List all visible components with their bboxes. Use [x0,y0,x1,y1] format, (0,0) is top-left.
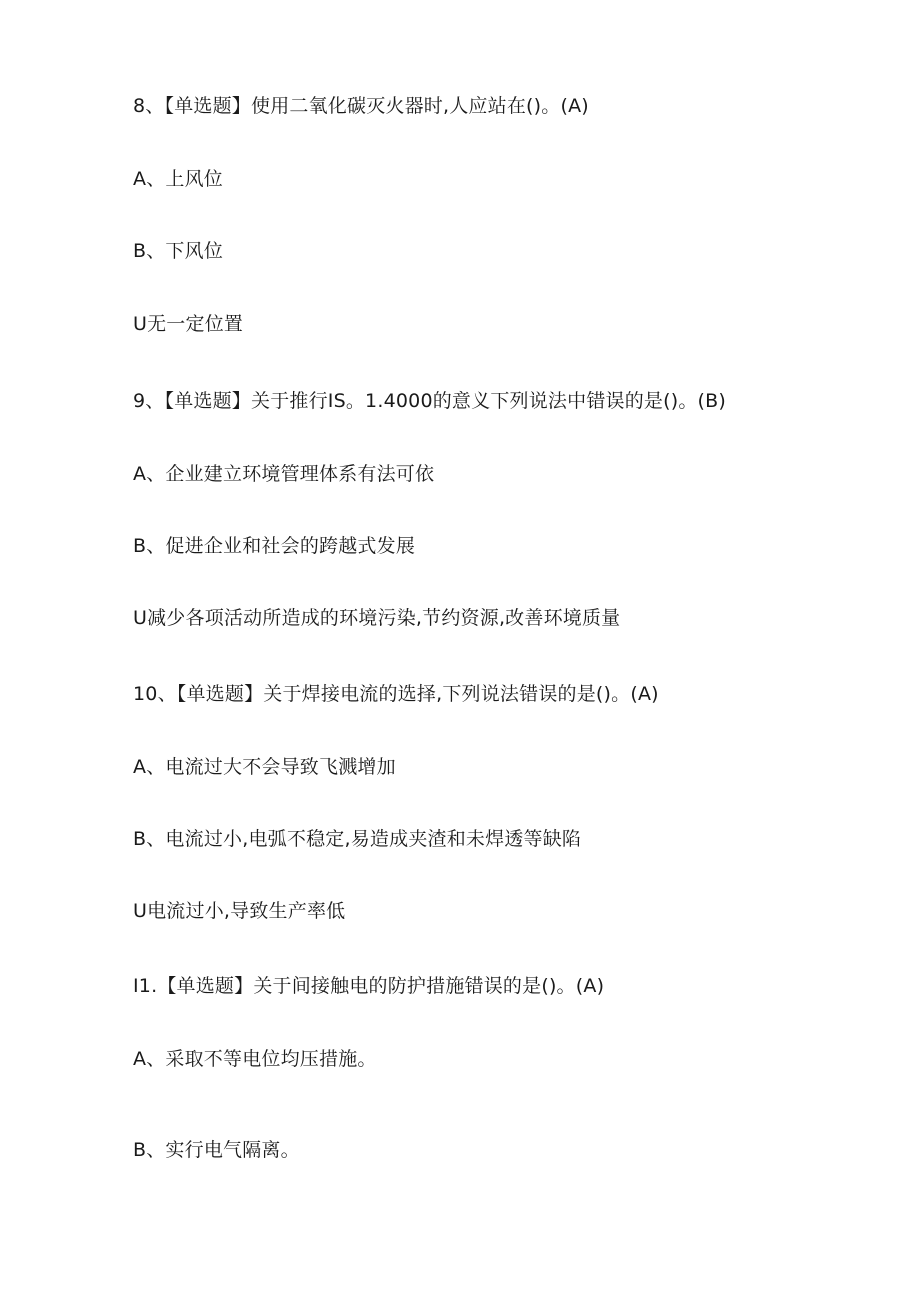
question-11-option-b: B、实行电气隔离。 [133,1139,300,1161]
question-8-option-a: A、上风位 [133,168,223,190]
question-8-stem: 8、【单选题】使用二氧化碳灭火器时,人应站在()。(A) [133,95,589,117]
question-10-option-a: A、电流过大不会导致飞溅增加 [133,756,396,778]
question-9-stem: 9、【单选题】关于推行IS。1.4000的意义下列说法中错误的是()。(B) [133,390,727,412]
question-10-option-b: B、电流过小,电弧不稳定,易造成夹渣和未焊透等缺陷 [133,828,582,850]
question-10-option-c: U电流过小,导致生产率低 [133,900,346,922]
question-9-option-b: B、促进企业和社会的跨越式发展 [133,535,416,557]
question-11-stem: I1.【单选题】关于间接触电的防护措施错误的是()。(A) [133,975,605,997]
question-11-option-a: A、采取不等电位均压措施。 [133,1048,377,1070]
question-9-option-c: U减少各项活动所造成的环境污染,节约资源,改善环境质量 [133,607,621,629]
question-10-stem: 10、【单选题】关于焊接电流的选择,下列说法错误的是()。(A) [133,683,659,705]
question-9-option-a: A、企业建立环境管理体系有法可依 [133,463,435,485]
question-8-option-c: U无一定位置 [133,313,244,335]
question-8-option-b: B、下风位 [133,240,224,262]
